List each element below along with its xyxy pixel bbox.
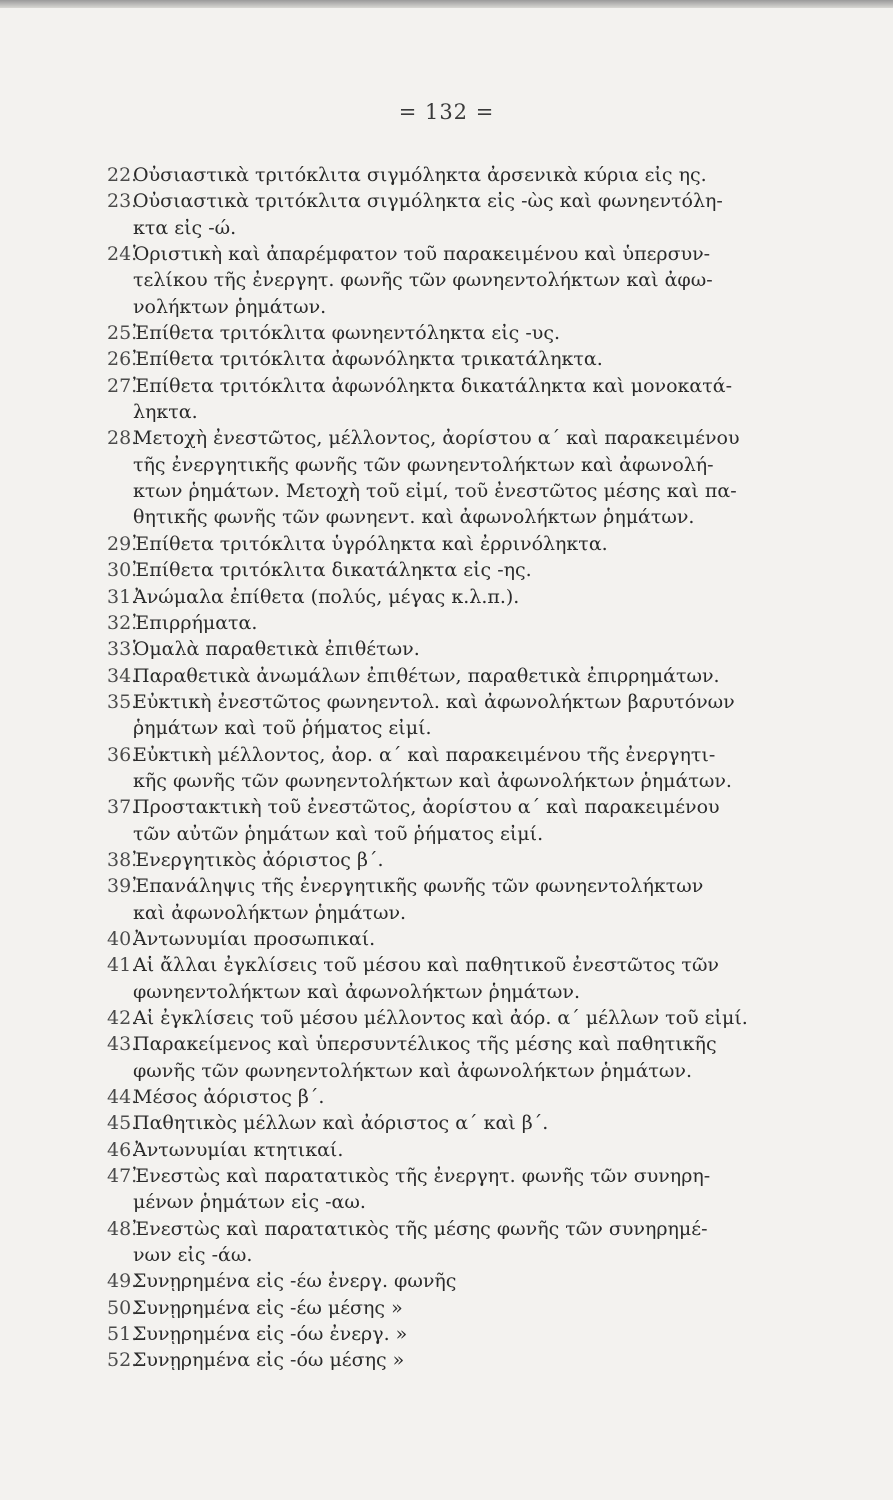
item-number: 38. <box>107 848 138 871</box>
item-text: Ἐνεστὼς καὶ παρατατικὸς τῆς ἐνεργητ. φωνῆς τῶν συνηρη- <box>133 1165 711 1188</box>
item-number: 22. <box>107 164 138 186</box>
item-text: Ἐπανάληψις τῆς ἐνεργητικῆς φωνῆς τῶν φωνηεντολήκτων <box>133 875 704 898</box>
item-text: Αἱ ἄλλαι ἐγκλίσεις τοῦ μέσου καὶ παθητικοῦ ἐνεστῶτος τῶν <box>133 954 719 977</box>
list-item <box>0 425 893 451</box>
item-number: 41. <box>107 954 138 977</box>
list-item-continuation <box>0 452 893 478</box>
item-text: καὶ ἀφωνολήκτων ῥημάτων. <box>133 901 407 924</box>
item-text: Αἱ ἐγκλίσεις τοῦ μέσου μέλλοντος καὶ ἀόρ. α΄ μέλλων τοῦ εἰμί. <box>133 1007 748 1029</box>
list-item <box>0 952 893 978</box>
item-text: ληκτα. <box>133 401 198 424</box>
item-text: νων εἰς -άω. <box>133 1244 253 1267</box>
item-text: Μέσος ἀόριστος β΄. <box>133 1086 325 1109</box>
item-text: Ἐπίθετα τριτόκλιτα δικατάληκτα εἰς -ης. <box>133 559 532 582</box>
item-text: Παρακείμενος καὶ ὑπερσυντέλικος τῆς μέσης καὶ παθητικῆς <box>133 1033 717 1056</box>
item-number: 33. <box>107 638 138 661</box>
item-text: Ἐνεργητικὸς ἀόριστος β΄. <box>133 848 384 871</box>
item-number: 51. <box>107 1323 138 1346</box>
list-item-continuation <box>0 979 893 1005</box>
list-item <box>0 1031 893 1057</box>
list-item <box>0 610 893 636</box>
item-number: 48. <box>107 1217 138 1240</box>
item-text: Οὐσιαστικὰ τριτόκλιτα σιγμόληκτα ἀρσενικὰ κύρια εἰς ης. <box>133 164 707 186</box>
item-text: ῥημάτων καὶ τοῦ ῥήματος εἰμί. <box>133 717 432 740</box>
item-text: Συνῃρημένα εἰς -έω ἐνεργ. φωνῆς <box>133 1270 457 1293</box>
list-item <box>0 346 893 372</box>
list-item <box>0 162 893 188</box>
item-number: 26. <box>107 348 138 371</box>
item-number: 42. <box>107 1007 138 1029</box>
list-item <box>0 663 893 689</box>
page-top-edge <box>0 0 893 8</box>
item-number: 29. <box>107 532 138 555</box>
item-text: Συνῃρημένα εἰς -όω μέσης » <box>133 1349 405 1372</box>
item-text: Ἐνεστὼς καὶ παρατατικὸς τῆς μέσης φωνῆς τῶν συνηρημέ- <box>133 1217 708 1240</box>
item-number: 35. <box>107 690 138 713</box>
item-text: θητικῆς φωνῆς τῶν φωνηεντ. καὶ ἀφωνολήκτων ῥημάτων. <box>133 506 695 529</box>
item-number: 23. <box>107 190 138 213</box>
list-item-continuation <box>0 504 893 530</box>
item-text: τῆς ἐνεργητικῆς φωνῆς τῶν φωνηεντολήκτων καὶ ἀφωνολή- <box>133 453 714 476</box>
item-text: Ἐπίθετα τριτόκλιτα ἀφωνόληκτα δικατάληκτα καὶ μονοκατά- <box>133 374 732 397</box>
item-text: Οὐσιαστικὰ τριτόκλιτα σιγμόληκτα εἰς -ὼς καὶ φωνηεντόλη- <box>133 190 723 213</box>
list-item <box>0 1216 893 1242</box>
item-text: Εὐκτικὴ μέλλοντος, ἀορ. α΄ καὶ παρακειμένου τῆς ἐνεργητι- <box>133 743 716 766</box>
list-item <box>0 1084 893 1110</box>
item-text: Ἀντωνυμίαι κτητικαί. <box>133 1138 344 1161</box>
list-item <box>0 373 893 399</box>
item-text: φωνηεντολήκτων καὶ ἀφωνολήκτων ῥημάτων. <box>133 980 581 1003</box>
item-number: 46. <box>107 1138 138 1161</box>
item-number: 47. <box>107 1165 138 1188</box>
item-text: Ἐπίθετα τριτόκλιτα ὑγρόληκτα καὶ ἐρρινόληκτα. <box>133 532 608 555</box>
item-text: Παραθετικὰ ἀνωμάλων ἐπιθέτων, παραθετικὰ ἐπιρρημάτων. <box>133 664 720 687</box>
item-number: 32. <box>107 611 138 634</box>
item-text: Προστακτικὴ τοῦ ἐνεστῶτος, ἀορίστου α΄ καὶ παρακειμένου <box>133 796 720 819</box>
item-number: 31. <box>107 585 138 608</box>
item-text: Ἀνώμαλα ἐπίθετα (πολύς, μέγας κ.λ.π.). <box>133 585 520 608</box>
item-number: 37. <box>107 796 138 819</box>
list-item-continuation <box>0 900 893 926</box>
list-item-continuation <box>0 1058 893 1084</box>
list-item-continuation <box>0 768 893 794</box>
item-text: Ἀντωνυμίαι προσωπικαί. <box>133 927 376 950</box>
list-item <box>0 1110 893 1136</box>
list-item <box>0 926 893 952</box>
list-item <box>0 320 893 346</box>
item-text: Μετοχὴ ἐνεστῶτος, μέλλοντος, ἀορίστου α΄ καὶ παρακειμένου <box>133 427 740 450</box>
item-text: Ἐπίθετα τριτόκλιτα φωνηεντόληκτα εἰς -υς. <box>133 322 561 345</box>
list-item <box>0 1295 893 1321</box>
item-text: κτα εἰς -ώ. <box>133 216 237 239</box>
list-item <box>0 1268 893 1294</box>
list-item <box>0 847 893 873</box>
list-item <box>0 1005 893 1031</box>
item-text: νολήκτων ῥημάτων. <box>133 295 327 318</box>
list-item <box>0 241 893 267</box>
list-item <box>0 188 893 214</box>
item-number: 25. <box>107 322 138 345</box>
list-item-continuation <box>0 478 893 504</box>
list-item <box>0 794 893 820</box>
list-item-continuation <box>0 1242 893 1268</box>
item-text: Εὐκτικὴ ἐνεστῶτος φωνηεντολ. καὶ ἀφωνολήκτων βαρυτόνων <box>133 690 735 713</box>
item-number: 28. <box>107 427 138 450</box>
item-number: 45. <box>107 1112 138 1135</box>
item-text: Παθητικὸς μέλλων καὶ ἀόριστος α΄ καὶ β΄. <box>133 1112 549 1135</box>
item-number: 40. <box>107 927 138 950</box>
item-number: 36. <box>107 743 138 766</box>
list-item <box>0 1137 893 1163</box>
item-text: Συνῃρημένα εἰς -όω ἐνεργ. » <box>133 1323 408 1346</box>
item-number: 50. <box>107 1296 138 1319</box>
list-item-continuation <box>0 821 893 847</box>
list-item-continuation <box>0 715 893 741</box>
list-item <box>0 557 893 583</box>
list-item <box>0 873 893 899</box>
list-item-continuation <box>0 399 893 425</box>
list-item <box>0 1347 893 1373</box>
item-number: 49. <box>107 1270 138 1293</box>
list-item <box>0 689 893 715</box>
item-text: κῆς φωνῆς τῶν φωνηεντολήκτων καὶ ἀφωνολήκτων ῥημάτων. <box>133 769 732 792</box>
list-item <box>0 1163 893 1189</box>
list-item <box>0 584 893 610</box>
list-item <box>0 636 893 662</box>
list-item-continuation <box>0 267 893 293</box>
list-item-continuation <box>0 1189 893 1215</box>
list-item-continuation <box>0 294 893 320</box>
item-text: τῶν αὐτῶν ῥημάτων καὶ τοῦ ῥήματος εἰμί. <box>133 822 544 845</box>
item-number: 34. <box>107 664 138 687</box>
list-item <box>0 742 893 768</box>
list-item-continuation <box>0 215 893 241</box>
item-text: Ὁμαλὰ παραθετικὰ ἐπιθέτων. <box>133 638 420 661</box>
item-number: 44. <box>107 1086 138 1109</box>
item-text: μένων ῥημάτων εἰς -αω. <box>133 1191 366 1214</box>
item-text: Συνῃρημένα εἰς -έω μέσης » <box>133 1296 403 1319</box>
item-number: 27. <box>107 374 138 397</box>
list-item <box>0 531 893 557</box>
item-number: 30. <box>107 559 138 582</box>
item-text: Ἐπιρρήματα. <box>133 611 258 634</box>
item-text: Ἐπίθετα τριτόκλιτα ἀφωνόληκτα τρικατάληκτα. <box>133 348 603 371</box>
page-number: = 132 = <box>398 100 495 124</box>
item-text: τελίκου τῆς ἐνεργητ. φωνῆς τῶν φωνηεντολήκτων καὶ ἀφω- <box>133 269 713 292</box>
table-of-contents-list <box>0 162 893 1374</box>
item-text: φωνῆς τῶν φωνηεντολήκτων καὶ ἀφωνολήκτων ῥημάτων. <box>133 1059 693 1082</box>
item-text: κτων ῥημάτων. Μετοχὴ τοῦ εἰμί, τοῦ ἐνεστῶτος μέσης καὶ πα- <box>133 480 737 503</box>
item-number: 43. <box>107 1033 138 1056</box>
list-item <box>0 1321 893 1347</box>
item-text: Ὁριστικὴ καὶ ἀπαρέμφατον τοῦ παρακειμένου καὶ ὑπερσυν- <box>133 243 711 266</box>
item-number: 24. <box>107 243 138 266</box>
item-number: 52. <box>107 1349 138 1372</box>
item-number: 39. <box>107 875 138 898</box>
